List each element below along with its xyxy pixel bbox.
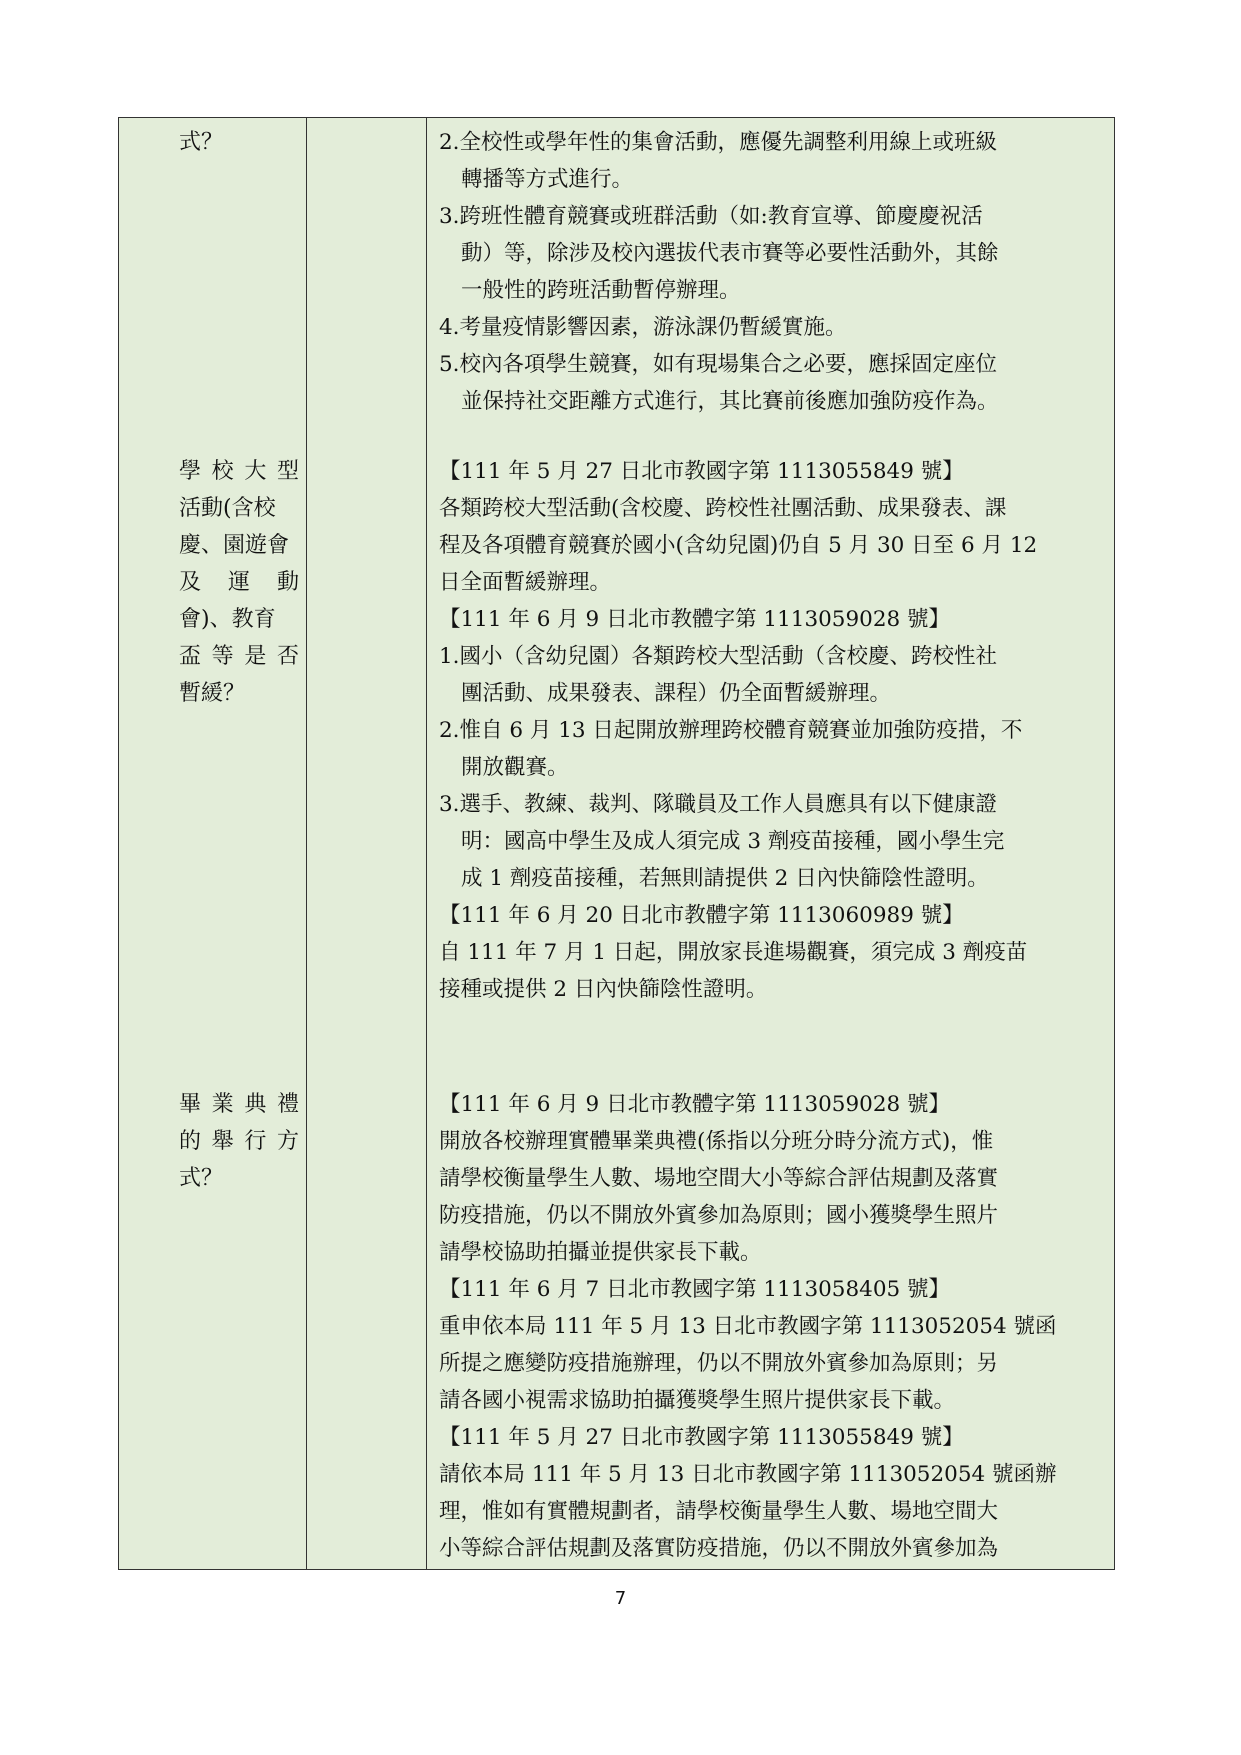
answer-line: 【111 年 6 月 7 日北市教國字第 1113058405 號】 [439, 1277, 951, 1302]
answer-line: 明：國高中學生及成人須完成 3 劑疫苗接種，國小學生完 [461, 829, 1005, 854]
column-divider [426, 118, 427, 1569]
question-line: 式？ [179, 130, 224, 155]
answer-line: 【111 年 6 月 9 日北市教體字第 1113059028 號】 [439, 1092, 951, 1117]
answer-line: 轉播等方式進行。 [461, 167, 634, 192]
question-line: 學校大型 [179, 459, 299, 484]
answer-line: 成 1 劑疫苗接種，若無則請提供 2 日內快篩陰性證明。 [461, 866, 989, 891]
document-table [118, 117, 1115, 1570]
answer-line: 請學校協助拍攝並提供家長下載。 [439, 1240, 762, 1265]
column-divider [306, 118, 307, 1569]
answer-line: 動）等，除涉及校內選拔代表市賽等必要性活動外，其餘 [461, 241, 999, 266]
answer-line: 【111 年 6 月 20 日北市教體字第 1113060989 號】 [439, 903, 964, 928]
question-line: 式？ [179, 1166, 224, 1191]
answer-line: 理，惟如有實體規劃者，請學校衡量學生人數、場地空間大 [439, 1499, 999, 1524]
question-line: 活動(含校 [179, 496, 276, 521]
answer-line: 【111 年 6 月 9 日北市教體字第 1113059028 號】 [439, 607, 951, 632]
question-line: 會)、教育 [179, 607, 276, 632]
question-line: 暫緩？ [179, 681, 246, 706]
answer-line: 請各國小視需求協助拍攝獲獎學生照片提供家長下載。 [439, 1388, 956, 1413]
answer-line: 各類跨校大型活動(含校慶、跨校性社團活動、成果發表、課 [439, 496, 1007, 521]
answer-line: 重申依本局 111 年 5 月 13 日北市教國字第 1113052054 號函 [439, 1314, 1057, 1339]
question-line: 及運動 [179, 570, 299, 595]
answer-line: 請依本局 111 年 5 月 13 日北市教國字第 1113052054 號函辦 [439, 1462, 1057, 1487]
answer-line: 2.惟自 6 月 13 日起開放辦理跨校體育競賽並加強防疫措，不 [439, 718, 1023, 743]
question-line: 盃等是否 [179, 644, 299, 669]
answer-line: 日全面暫緩辦理。 [439, 570, 612, 595]
answer-line: 4.考量疫情影響因素，游泳課仍暫緩實施。 [439, 315, 847, 340]
answer-line: 5.校內各項學生競賽，如有現場集合之必要，應採固定座位 [439, 352, 998, 377]
answer-line: 1.國小（含幼兒園）各類跨校大型活動（含校慶、跨校性社 [439, 644, 998, 669]
answer-line: 請學校衡量學生人數、場地空間大小等綜合評估規劃及落實 [439, 1166, 999, 1191]
answer-line: 3.選手、教練、裁判、隊職員及工作人員應具有以下健康證 [439, 792, 998, 817]
question-line: 畢業典禮 [179, 1092, 299, 1117]
answer-line: 2.全校性或學年性的集會活動，應優先調整利用線上或班級 [439, 130, 998, 155]
page-number: 7 [614, 1588, 627, 1609]
answer-line: 防疫措施，仍以不開放外賓參加為原則；國小獲獎學生照片 [439, 1203, 999, 1228]
answer-line: 所提之應變防疫措施辦理，仍以不開放外賓參加為原則；另 [439, 1351, 999, 1376]
answer-line: 開放觀賽。 [461, 755, 569, 780]
answer-line: 接種或提供 2 日內快篩陰性證明。 [439, 977, 768, 1002]
question-line: 的舉行方 [179, 1129, 299, 1154]
answer-line: 一般性的跨班活動暫停辦理。 [461, 278, 741, 303]
answer-line: 開放各校辦理實體畢業典禮(係指以分班分時分流方式)，惟 [439, 1129, 994, 1154]
answer-line: 自 111 年 7 月 1 日起，開放家長進場觀賽，須完成 3 劑疫苗 [439, 940, 1028, 965]
answer-line: 並保持社交距離方式進行，其比賽前後應加強防疫作為。 [461, 389, 999, 414]
answer-line: 團活動、成果發表、課程）仍全面暫緩辦理。 [461, 681, 892, 706]
answer-line: 程及各項體育競賽於國小(含幼兒園)仍自 5 月 30 日至 6 月 12 [439, 533, 1038, 558]
question-line: 慶、園遊會 [179, 533, 290, 558]
answer-line: 3.跨班性體育競賽或班群活動（如:教育宣導、節慶慶祝活 [439, 204, 983, 229]
answer-line: 小等綜合評估規劃及落實防疫措施，仍以不開放外賓參加為 [439, 1536, 999, 1561]
answer-line: 【111 年 5 月 27 日北市教國字第 1113055849 號】 [439, 1425, 964, 1450]
answer-line: 【111 年 5 月 27 日北市教國字第 1113055849 號】 [439, 459, 964, 484]
